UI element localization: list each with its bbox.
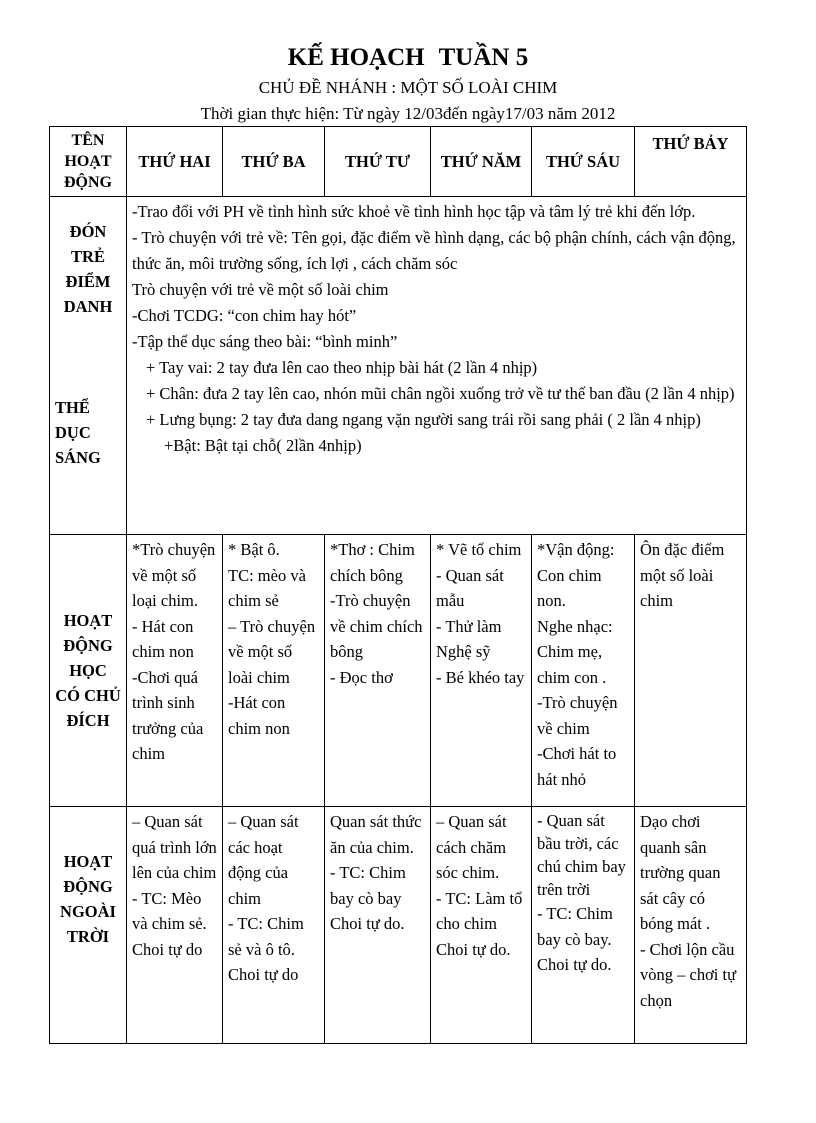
welcome-line: -Tập thể dục sáng theo bài: “bình minh”	[132, 332, 398, 351]
cell-line: -Chơi hát to hát nhỏ	[537, 744, 617, 789]
welcome-line: + Chân: đưa 2 tay lên cao, nhón mũi chân ngồi xuống trở về tư thế ban đầu (2 lần 4 nhịp)	[146, 384, 735, 403]
cell-line: – Quan sát các hoạt động của chim	[228, 812, 299, 908]
welcome-line: -Trao đổi với PH về tình hình sức khoẻ về tình hình học tập và tâm lý trẻ khi đến lớp.	[132, 202, 696, 221]
welcome-line: Trò chuyện với trẻ về một số loài chim	[132, 280, 389, 299]
cell-line: *Trò chuyện về một số loại chim.	[132, 540, 216, 610]
row-outdoor	[50, 807, 747, 1044]
cell-line: - Chơi lộn cầu vòng – chơi tự chọn	[640, 939, 737, 1010]
cell-line: - TC: Chim sẻ và ô tô.	[228, 914, 304, 959]
cell-line: -Trò chuyện về chim chích bông	[330, 591, 423, 661]
learning-cell-friday	[532, 535, 635, 807]
cell-line: - Quan sát bầu trời, các chú chim bay trên trời	[537, 811, 626, 899]
row-welcome-header	[50, 197, 127, 535]
cell-line: – Quan sát quá trình lớn lên của chim	[132, 812, 217, 882]
cell-line: - Quan sát mẫu	[436, 565, 504, 610]
cell-line: TC: mèo và chim sẻ	[228, 565, 306, 610]
header-friday: THỨ SÁU	[532, 127, 635, 197]
cell-line: Choi tự do.	[436, 939, 511, 959]
header-thursday: THỨ NĂM	[431, 127, 532, 197]
learning-cell-saturday	[635, 535, 747, 807]
row-learning-header: HOẠT ĐỘNG HỌC CÓ CHỦ ĐÍCH	[50, 535, 127, 807]
outdoor-cell-friday	[532, 807, 635, 1044]
cell-line: - TC: Chim bay cò bay.	[537, 904, 613, 949]
learning-cell-monday	[127, 535, 223, 807]
timeline: Thời gian thực hiện: Từ ngày 12/03đến ngày17/03 năm 2012	[200, 104, 616, 123]
cell-line: - Đọc thơ	[330, 667, 393, 687]
header-tuesday: THỨ BA	[223, 127, 325, 197]
welcome-line: +Bật: Bật tại chỗ( 2lần 4nhịp)	[164, 436, 362, 455]
header-wednesday: THỨ TƯ	[325, 127, 431, 197]
title-part1: KẾ HOẠCH	[287, 44, 425, 71]
welcome-line: + Lưng bụng: 2 tay đưa dang ngang vặn người sang trái rồi sang phải ( 2 lần 4 nhịp)	[146, 410, 701, 429]
cell-line: -Hát con chim non	[228, 693, 290, 738]
subtitle: CHỦ ĐỀ NHÁNH : MỘT SỐ LOÀI CHIM	[258, 78, 558, 97]
header-saturday: THỨ BẢY	[635, 127, 747, 197]
header-activity-name: TÊN HOẠT ĐỘNG	[50, 127, 127, 197]
morning-exercise-label: THỂ DỤC SÁNG	[55, 398, 101, 467]
cell-line: - Hát con chim non	[132, 616, 194, 661]
page-title	[0, 44, 816, 72]
row-welcome-content	[127, 197, 747, 535]
title-part2: TUẦN 5	[438, 44, 529, 71]
cell-line: – Trò chuyện về một số loài chim	[228, 616, 316, 687]
cell-line: – Quan sát cách chăm sóc chim.	[436, 812, 507, 882]
learning-cell-wednesday	[325, 535, 431, 807]
cell-line: Choi tự do.	[330, 914, 405, 933]
cell-line: -Trò chuyện về chim	[537, 693, 618, 738]
welcome-line: - Trò chuyện với trẻ về: Tên gọi, đặc điểm về hình dạng, các bộ phận chính, cách vận động, thức ăn, môi trường sống, ích lợi , cách chăm sóc	[132, 228, 736, 273]
header-row	[50, 127, 747, 197]
welcome-line: + Tay vai: 2 tay đưa lên cao theo nhịp bài hát (2 lần 4 nhịp)	[146, 358, 538, 377]
welcome-label: ĐÓN TRẺ ĐIỂM DANH	[63, 222, 113, 316]
cell-line: - TC: Chim bay cò bay	[330, 863, 406, 908]
cell-line: - Thử làm Nghệ sỹ	[436, 616, 502, 661]
row-welcome	[50, 197, 747, 535]
learning-cell-thursday	[431, 535, 532, 807]
cell-line: Dạo chơi quanh sân trường quan sát cây có bóng mát .	[640, 812, 721, 933]
header-monday: THỨ HAI	[127, 127, 223, 197]
outdoor-cell-monday	[127, 807, 223, 1044]
outdoor-cell-wednesday	[325, 807, 431, 1044]
cell-line: - TC: Làm tổ cho chim	[436, 888, 523, 933]
cell-line: - TC: Mèo và chim sẻ.	[132, 888, 207, 933]
learning-cell-tuesday	[223, 535, 325, 807]
welcome-line: -Chơi TCDG: “con chim hay hót”	[132, 306, 357, 325]
cell-line: * Vẽ tổ chim	[436, 540, 522, 559]
cell-line: - Bé khéo tay	[436, 667, 525, 687]
row-learning	[50, 535, 747, 807]
row-outdoor-header: HOẠT ĐỘNG NGOÀI TRỜI	[50, 807, 127, 1044]
cell-line: Ôn đặc điểm một số loài chim	[640, 540, 725, 610]
cell-line: *Thơ : Chim chích bông	[330, 540, 415, 585]
cell-line: Choi tự do.	[537, 955, 612, 974]
cell-line: * Bật ô.	[228, 540, 280, 559]
cell-line: *Vận động: Con chim non.	[537, 540, 615, 610]
cell-line: Choi tự do	[132, 939, 203, 959]
cell-line: Quan sát thức ăn của chim.	[330, 812, 422, 857]
cell-line: Choi tự do	[228, 965, 299, 984]
outdoor-cell-saturday	[635, 807, 747, 1044]
cell-line: Nghe nhạc: Chim mẹ, chim con .	[537, 616, 613, 687]
outdoor-cell-thursday	[431, 807, 532, 1044]
outdoor-cell-tuesday	[223, 807, 325, 1044]
weekly-plan-table	[49, 126, 747, 1044]
cell-line: -Chơi quá trình sinh trưởng của chim	[132, 667, 204, 763]
